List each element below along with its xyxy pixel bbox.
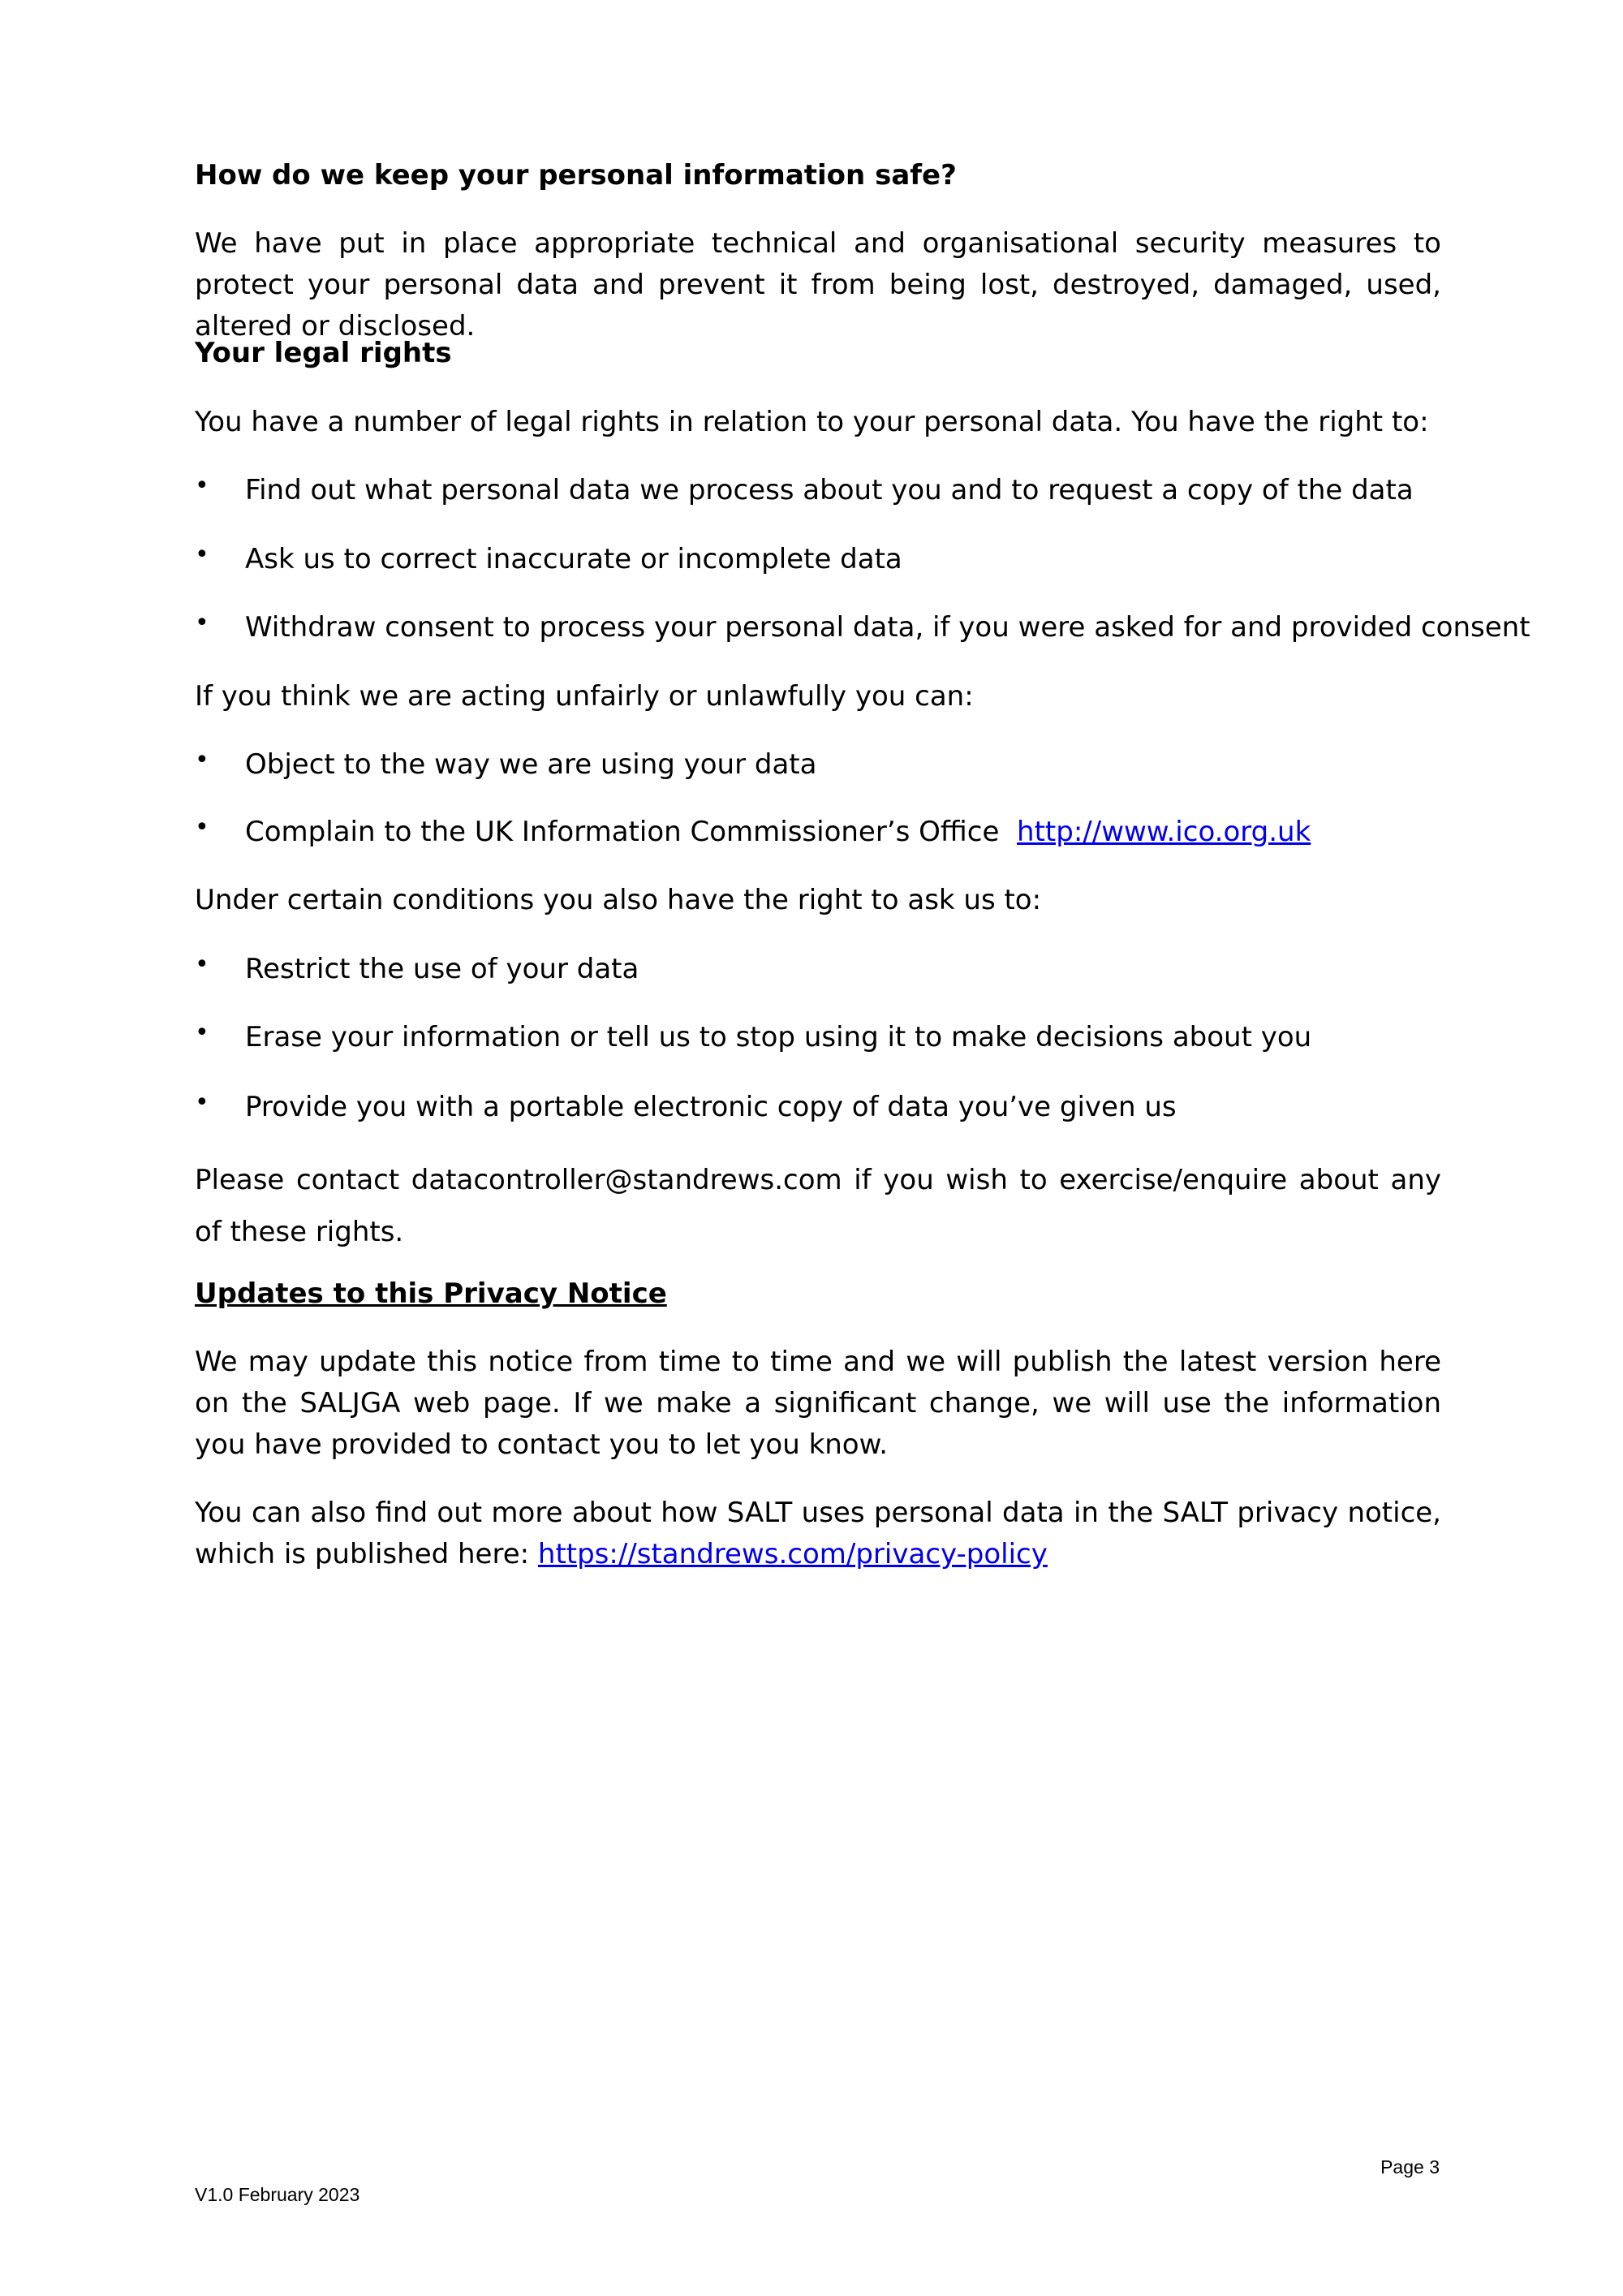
bullet-icon: • bbox=[195, 950, 209, 979]
bullet-icon: • bbox=[195, 472, 209, 500]
bullet-icon: • bbox=[195, 813, 209, 842]
heading-updates: Updates to this Privacy Notice bbox=[195, 1277, 667, 1310]
ico-link[interactable]: http://www.ico.org.uk bbox=[1017, 816, 1311, 848]
heading-legal-rights: Your legal rights bbox=[195, 337, 452, 369]
conditions-intro: Under certain conditions you also have the right to ask us to: bbox=[195, 884, 1042, 916]
privacy-policy-link[interactable]: https://standrews.com/privacy-policy bbox=[537, 1538, 1048, 1570]
rights-intro: You have a number of legal rights in relation to your personal data. You have the right to: bbox=[195, 406, 1429, 438]
page-number: Page 3 bbox=[1380, 2156, 1440, 2178]
paragraph-salt: You can also find out more about how SALT uses personal data in the SALT privacy notice, which is published here: https://standrews.com/privacy-policy bbox=[195, 1497, 1441, 1570]
bullet-icon: • bbox=[195, 746, 209, 774]
version-label: V1.0 February 2023 bbox=[195, 2184, 360, 2205]
paragraph-safe: We have put in place appropriate technical and organisational security measures to protect your personal data and prevent it from being lost, destroyed, damaged, used, altered or disclosed. bbox=[195, 227, 1441, 342]
contact-paragraph: Please contact datacontroller@standrews.com if you wish to exercise/enquire about any of these rights. bbox=[195, 1164, 1441, 1248]
unfair-intro: If you think we are acting unfairly or unlawfully you can: bbox=[195, 680, 974, 713]
bullet-icon: • bbox=[195, 1019, 209, 1047]
bullet-icon: • bbox=[195, 541, 209, 569]
bullet-icon: • bbox=[195, 1088, 209, 1117]
paragraph-updates: We may update this notice from time to time and we will publish the latest version here on the SALJGA web page. If we make a significant change, we will use the information you have provided to contact you to let you know. bbox=[195, 1346, 1441, 1461]
bullet-icon: • bbox=[195, 609, 209, 637]
heading-safe: How do we keep your personal information safe? bbox=[195, 159, 957, 192]
